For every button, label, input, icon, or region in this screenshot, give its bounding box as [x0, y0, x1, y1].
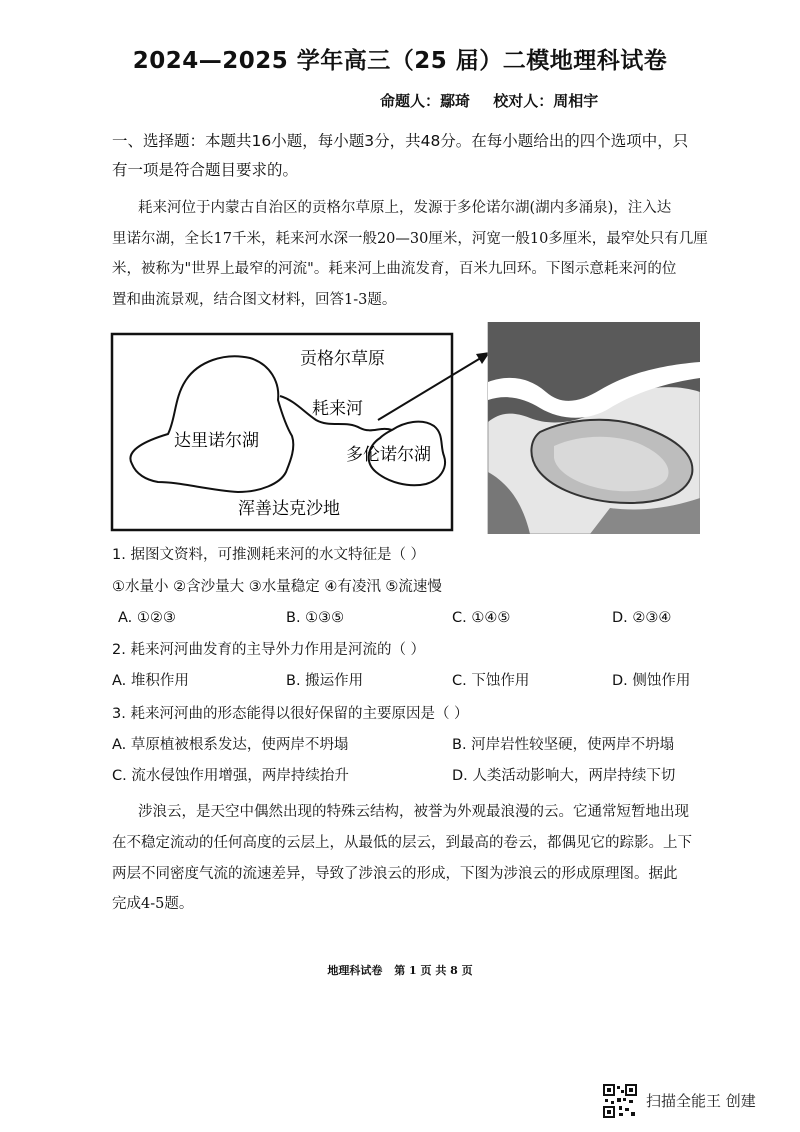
q2-option-d[interactable]: D. 侧蚀作用: [612, 673, 691, 689]
q2-option-a[interactable]: A. 堆积作用: [112, 673, 189, 689]
page-title: 2024—2025 学年高三（25 届）二模地理科试卷: [132, 48, 668, 74]
question-3-stem: 3. 耗来河河曲的形态能得以很好保留的主要原因是（ ）: [112, 706, 469, 722]
footer-page: 第 1 页 共 8 页: [394, 964, 473, 977]
river-label: 耗来河: [312, 399, 363, 419]
question-2-stem: 2. 耗来河河曲发育的主导外力作用是河流的（ ）: [112, 642, 426, 658]
setter: 命题人：鄢琦: [380, 92, 471, 110]
section-heading-line2: 有一项是符合题目要求的。: [112, 161, 299, 179]
passage1-line: 米，被称为"世界上最窄的河流"。耗来河上曲流发育，百米九回环。下图示意耗来河的位: [112, 261, 677, 277]
question-1-items: ①水量小 ②含沙量大 ③水量稳定 ④有凌汛 ⑤流速慢: [112, 579, 442, 595]
map-figure: [110, 322, 700, 534]
dali-lake-label: 达里诺尔湖: [174, 431, 259, 451]
q1-option-a[interactable]: A. ①②③: [118, 610, 176, 626]
qr-code-icon: [603, 1084, 637, 1118]
authors: [380, 90, 616, 111]
passage1-line: 里诺尔湖，全长17千米，耗来河水深一般20—30厘米，河宽一般10多厘米，最窄处只有几厘: [112, 231, 708, 247]
q2-option-c[interactable]: C. 下蚀作用: [452, 673, 530, 689]
sandland-label: 浑善达克沙地: [238, 499, 340, 519]
q1-option-b[interactable]: B. ①③⑤: [286, 610, 345, 626]
q3-option-c[interactable]: C. 流水侵蚀作用增强，两岸持续抬升: [112, 768, 349, 784]
duolun-lake-label: 多伦诺尔湖: [346, 445, 431, 465]
footer-subject: 地理科试卷: [327, 964, 383, 977]
section-heading-line1: 一、选择题：本题共16小题，每小题3分，共48分。在每小题给出的四个选项中，只: [112, 132, 689, 150]
passage1-line: 置和曲流景观，结合图文材料，回答1-3题。: [112, 292, 397, 308]
grassland-label: 贡格尔草原: [300, 349, 385, 369]
question-1-stem: 1. 据图文资料，可推测耗来河的水文特征是（ ）: [112, 547, 426, 563]
passage1-line: 耗来河位于内蒙古自治区的贡格尔草原上，发源于多伦诺尔湖(湖内多涌泉)，注入达: [138, 200, 672, 216]
q3-option-a[interactable]: A. 草原植被根系发达，使两岸不坍塌: [112, 737, 349, 753]
q2-option-b[interactable]: B. 搬运作用: [286, 673, 364, 689]
q1-option-d[interactable]: D. ②③④: [612, 610, 672, 626]
passage2-line: 完成4-5题。: [112, 896, 194, 912]
q1-option-c[interactable]: C. ①④⑤: [452, 610, 511, 626]
checker: 校对人：周相宇: [493, 92, 599, 110]
q3-option-d[interactable]: D. 人类活动影响大，两岸持续下切: [452, 768, 676, 784]
q3-option-b[interactable]: B. 河岸岩性较坚硬，使两岸不坍塌: [452, 737, 675, 753]
passage2-line: 两层不同密度气流的流速差异，导致了涉浪云的形成，下图为涉浪云的形成原理图。据此: [112, 866, 678, 882]
meander-photo: [488, 322, 700, 534]
passage2-line: 在不稳定流动的任何高度的云层上，从最低的层云，到最高的卷云，都偶见它的踪影。上下: [112, 835, 692, 851]
passage2-line: 涉浪云，是天空中偶然出现的特殊云结构，被誉为外观最浪漫的云。它通常短暂地出现: [138, 804, 689, 820]
page-footer: [0, 962, 800, 978]
scanner-label: 扫描全能王 创建: [646, 1092, 756, 1110]
